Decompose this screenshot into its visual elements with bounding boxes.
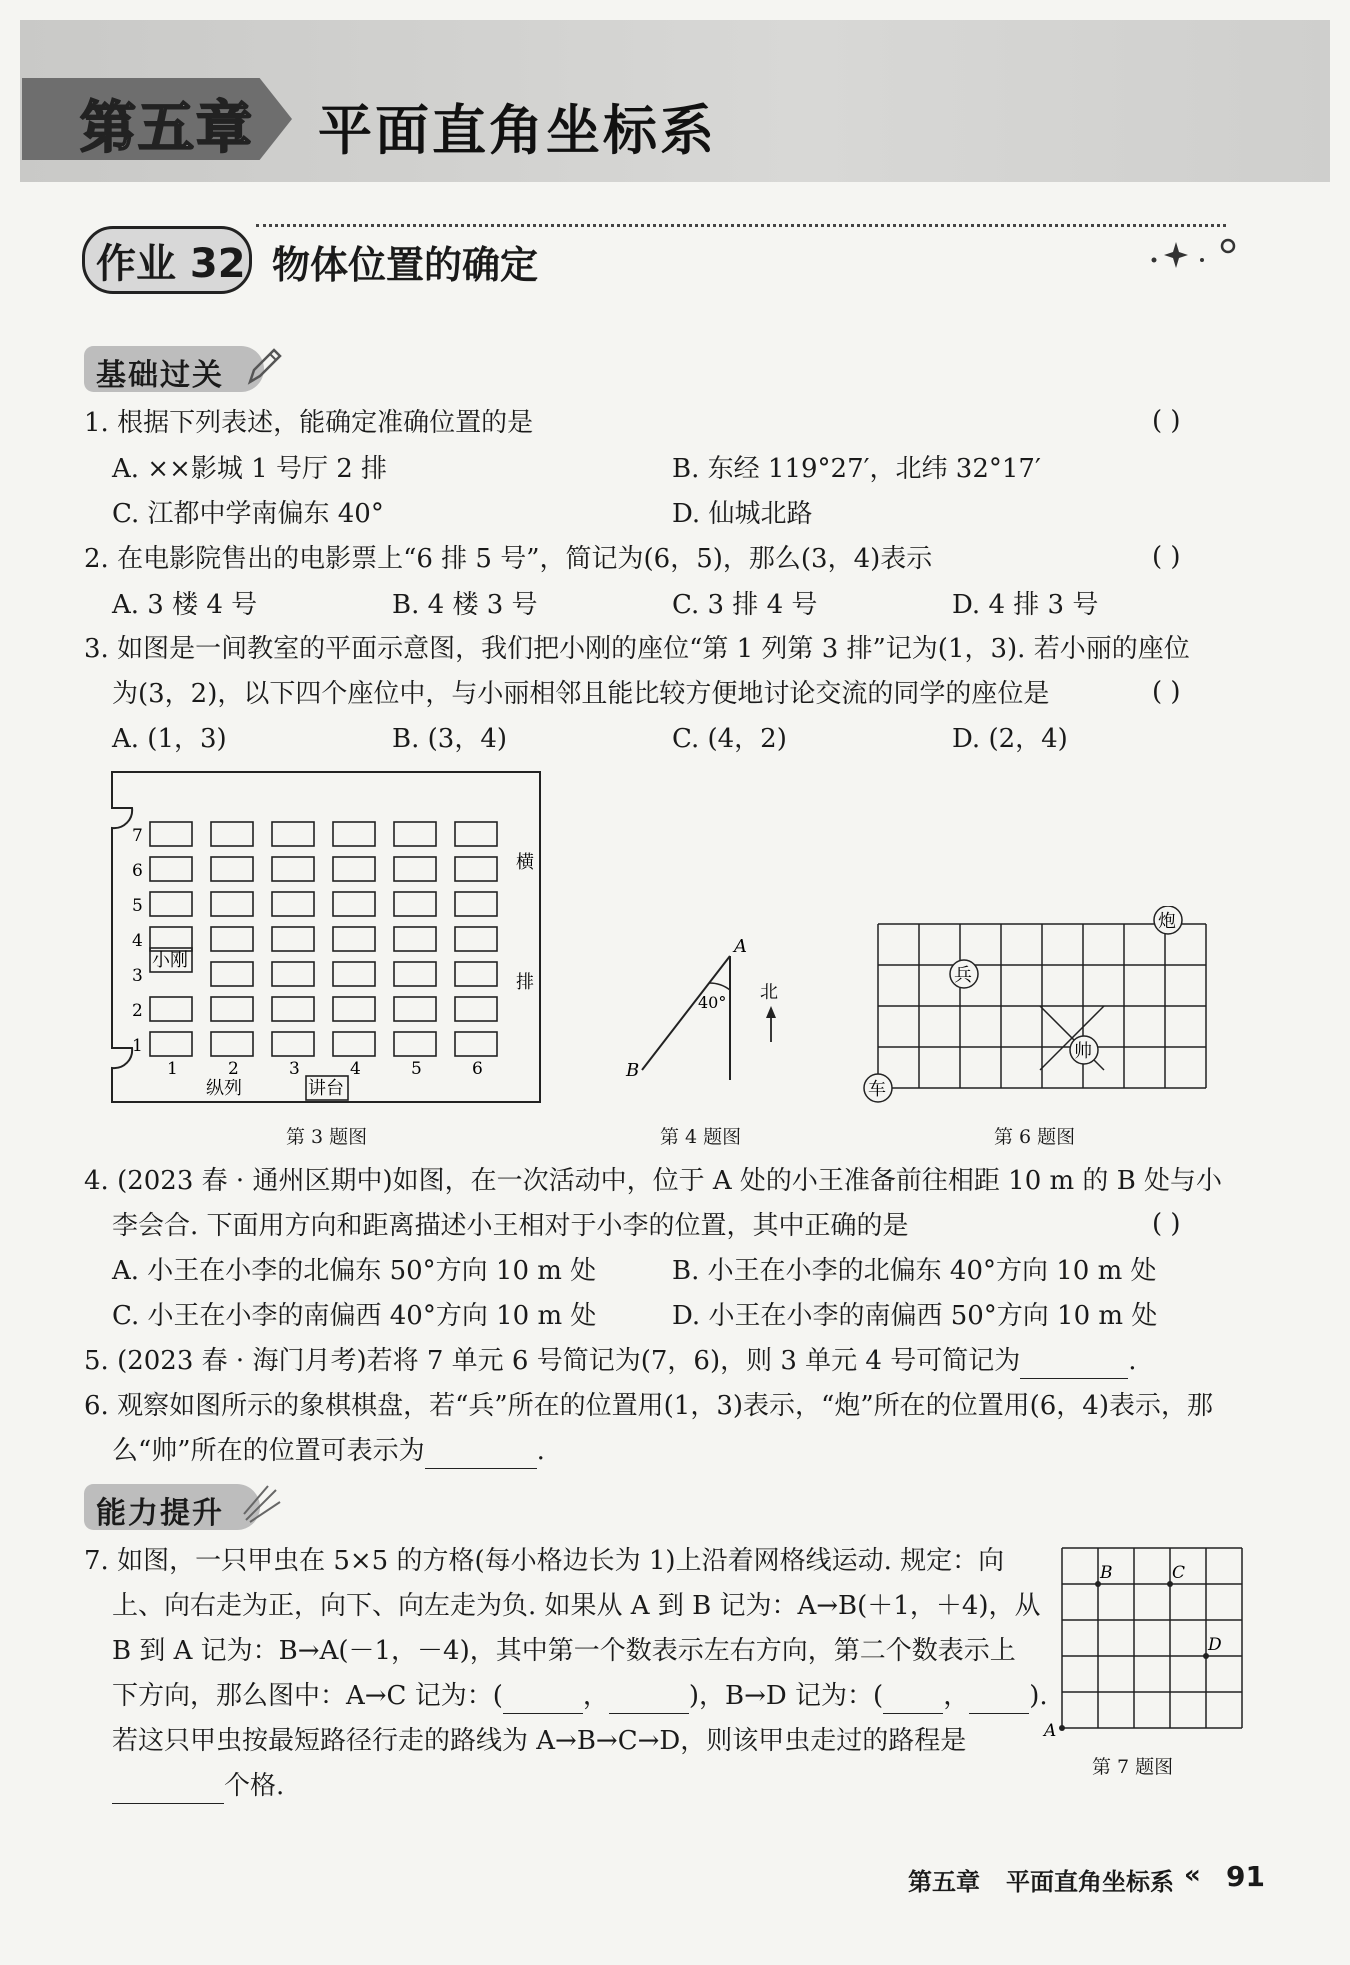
seat <box>211 927 253 951</box>
seat <box>394 822 436 846</box>
seat <box>272 822 314 846</box>
row-label: 4 <box>132 931 143 951</box>
q6-line2: 么“帅”所在的位置可表示为 . <box>112 1434 545 1469</box>
q4-stem-line2: 李会合. 下面用方向和距离描述小王相对于小李的位置，其中正确的是 <box>112 1211 909 1241</box>
seat-grid <box>150 822 497 1056</box>
figure-4-direction <box>620 938 800 1088</box>
q6-line1: 6. 观察如图所示的象棋棋盘，若“兵”所在的位置用(1，3)表示，“炮”所在的位置用(6，4)表示，那 <box>84 1391 1213 1421</box>
seat <box>333 962 375 986</box>
header-dotted-line <box>256 224 1226 228</box>
seat <box>211 857 253 881</box>
row-label: 7 <box>132 826 143 846</box>
seat <box>455 857 497 881</box>
seat <box>211 892 253 916</box>
q1-option-b: B. 东经 119°27′，北纬 32°17′ <box>672 454 1041 484</box>
q3-stem-line1: 3. 如图是一间教室的平面示意图，我们把小刚的座位“第 1 列第 3 排”记为(1，3). 若小丽的座位 <box>84 634 1190 664</box>
piece-chariot <box>864 1074 892 1102</box>
q7-blank-ac-y[interactable] <box>609 1679 689 1714</box>
q3-option-a: A. (1，3) <box>112 724 227 754</box>
row-label: 3 <box>132 966 143 986</box>
seat <box>211 1032 253 1056</box>
q5-stem: 5. (2023 春 · 海门月考)若将 7 单元 6 号简记为(7，6)，则 3 单元 4 号可简记为 <box>84 1346 1021 1376</box>
q7-line4: 下方向，那么图中：A→C 记为：( ， )，B→D 记为：( ， ). <box>112 1679 1048 1714</box>
footer-chevron-icon: « <box>1184 1860 1201 1890</box>
seat <box>394 892 436 916</box>
seat <box>272 997 314 1021</box>
row-label: 5 <box>132 896 143 916</box>
q3-option-d: D. (2，4) <box>952 724 1068 754</box>
seat <box>211 997 253 1021</box>
chapter-title: 平面直角坐标系 <box>318 99 717 162</box>
homework-label: 作业 32 <box>96 241 246 287</box>
podium-label: 讲台 <box>308 1078 344 1099</box>
seat <box>150 857 192 881</box>
column-number-label: 6 <box>472 1059 483 1079</box>
footer-chapter: 第五章 <box>908 1868 980 1896</box>
seat <box>394 927 436 951</box>
seat <box>394 1032 436 1056</box>
point-a-label: A <box>734 938 747 957</box>
row-label: 1 <box>132 1036 143 1056</box>
side-label-top: 横 <box>516 852 534 873</box>
point-b: B <box>1100 1563 1113 1583</box>
q6-answer-blank[interactable] <box>425 1434 537 1469</box>
homework-title: 物体位置的确定 <box>272 243 539 287</box>
row-label: 6 <box>132 861 143 881</box>
q7-line6: 个格. <box>112 1769 284 1804</box>
q2-stem: 2. 在电影院售出的电影票上“6 排 5 号”，简记为(6，5)，那么(3，4)表示 <box>84 544 933 574</box>
q5-line: 5. (2023 春 · 海门月考)若将 7 单元 6 号简记为(7，6)，则 3 单元 4 号可简记为 . <box>84 1344 1137 1379</box>
point-c: C <box>1172 1563 1186 1583</box>
q7-line3: B 到 A 记为：B→A(－1，－4)，其中第一个数表示左右方向，第二个数表示上 <box>112 1636 1016 1666</box>
q4-option-b: B. 小王在小李的北偏东 40°方向 10 m 处 <box>672 1256 1157 1286</box>
q2-answer-paren: ( ) <box>1152 542 1181 572</box>
q1-option-a: A. ××影城 1 号厅 2 排 <box>112 454 388 484</box>
seat <box>272 927 314 951</box>
seat <box>394 857 436 881</box>
q7-line1: 7. 如图，一只甲虫在 5×5 的方格(每小格边长为 1)上沿着网格线运动. 规定：向 <box>84 1546 1005 1576</box>
piece-soldier <box>950 960 978 988</box>
piece-general <box>1070 1036 1098 1064</box>
q2-option-a: A. 3 楼 4 号 <box>112 590 258 620</box>
pencil-icon <box>244 344 284 388</box>
row-label: 2 <box>132 1001 143 1021</box>
seat <box>455 1032 497 1056</box>
q2-option-c: C. 3 排 4 号 <box>672 590 818 620</box>
q7-line5: 若这只甲虫按最短路径行走的路线为 A→B→C→D，则该甲虫走过的路程是 <box>112 1726 967 1756</box>
figure-6-chessboard <box>860 906 1220 1116</box>
seat <box>150 892 192 916</box>
q1-answer-paren: ( ) <box>1152 406 1181 436</box>
q2-option-b: B. 4 楼 3 号 <box>392 590 538 620</box>
figure-4-caption: 第 4 题图 <box>660 1126 742 1148</box>
seat <box>150 1032 192 1056</box>
q3-option-b: B. (3，4) <box>392 724 508 754</box>
figure-6-caption: 第 6 题图 <box>994 1126 1076 1148</box>
seat <box>272 1032 314 1056</box>
section-basic: 基础过关 <box>84 346 264 392</box>
point-b-label: B <box>626 1060 640 1081</box>
q7-line2: 上、向右走为正，向下、向左走为负. 如果从 A 到 B 记为：A→B(＋1，＋4)，从 <box>112 1591 1041 1621</box>
chapter-label: 第五章 <box>80 96 254 161</box>
seat <box>333 927 375 951</box>
seat <box>333 857 375 881</box>
q4-option-c: C. 小王在小李的南偏西 40°方向 10 m 处 <box>112 1301 597 1331</box>
piece-cannon <box>1154 906 1182 934</box>
q7-blank-bd-y[interactable] <box>969 1679 1029 1714</box>
svg-text:兵: 兵 <box>954 965 972 986</box>
column-number-label: 1 <box>167 1059 178 1079</box>
q1-stem: 1. 根据下列表述，能确定准确位置的是 <box>84 408 534 438</box>
q4-option-a: A. 小王在小李的北偏东 50°方向 10 m 处 <box>112 1256 597 1286</box>
column-label: 纵列 <box>206 1078 242 1099</box>
seat <box>150 822 192 846</box>
q7-blank-bd-x[interactable] <box>883 1679 943 1714</box>
seat <box>455 962 497 986</box>
figure-7-grid <box>1040 1540 1250 1740</box>
seat <box>211 822 253 846</box>
seat <box>455 892 497 916</box>
column-number-label: 2 <box>228 1059 239 1079</box>
north-label: 北 <box>760 982 778 1003</box>
svg-text:帅: 帅 <box>1074 1041 1092 1062</box>
seat <box>333 892 375 916</box>
column-number-label: 3 <box>289 1059 300 1079</box>
seat <box>333 997 375 1021</box>
q7-blank-ac-x[interactable] <box>503 1679 583 1714</box>
sparkle-icon <box>1140 232 1240 272</box>
figure-7-caption: 第 7 题图 <box>1092 1756 1174 1778</box>
seat <box>150 997 192 1021</box>
svg-text:车: 车 <box>868 1079 886 1100</box>
seat-label-xiaogang: 小刚 <box>152 950 188 971</box>
section-advanced: 能力提升 <box>84 1484 260 1530</box>
q4-answer-paren: ( ) <box>1152 1209 1181 1239</box>
seat <box>272 857 314 881</box>
sparkle-burst-icon <box>240 1482 284 1526</box>
q1-option-d: D. 仙城北路 <box>672 499 813 529</box>
figure-3-classroom <box>108 768 548 1108</box>
seat <box>455 822 497 846</box>
column-number-label: 5 <box>411 1059 422 1079</box>
q3-answer-paren: ( ) <box>1152 677 1181 707</box>
q5-answer-blank[interactable] <box>1020 1344 1128 1379</box>
q4-stem-line1: 4. (2023 春 · 通州区期中)如图，在一次活动中，位于 A 处的小王准备前往相距 10 m 的 B 处与小 <box>84 1166 1223 1196</box>
angle-label: 40° <box>698 993 727 1012</box>
q3-stem-line2: 为(3，2)，以下四个座位中，与小丽相邻且能比较方便地讨论交流的同学的座位是 <box>112 679 1050 709</box>
figure-3-caption: 第 3 题图 <box>286 1126 368 1148</box>
seat <box>272 892 314 916</box>
seat <box>394 997 436 1021</box>
q2-option-d: D. 4 排 3 号 <box>952 590 1099 620</box>
page-number: 91 <box>1226 1860 1265 1893</box>
seat <box>455 927 497 951</box>
point-d: D <box>1208 1635 1222 1655</box>
seat <box>211 962 253 986</box>
seat <box>333 1032 375 1056</box>
q1-option-c: C. 江都中学南偏东 40° <box>112 499 384 529</box>
svg-text:炮: 炮 <box>1158 911 1176 932</box>
seat <box>272 962 314 986</box>
seat <box>333 822 375 846</box>
q3-option-c: C. (4，2) <box>672 724 787 754</box>
seat <box>455 997 497 1021</box>
side-label-bottom: 排 <box>516 972 534 993</box>
footer-title: 平面直角坐标系 <box>1006 1868 1174 1896</box>
seat <box>394 962 436 986</box>
column-number-label: 4 <box>350 1059 361 1079</box>
q7-answer-blank[interactable] <box>112 1769 224 1804</box>
q4-option-d: D. 小王在小李的南偏西 50°方向 10 m 处 <box>672 1301 1158 1331</box>
point-a: A <box>1044 1721 1057 1740</box>
